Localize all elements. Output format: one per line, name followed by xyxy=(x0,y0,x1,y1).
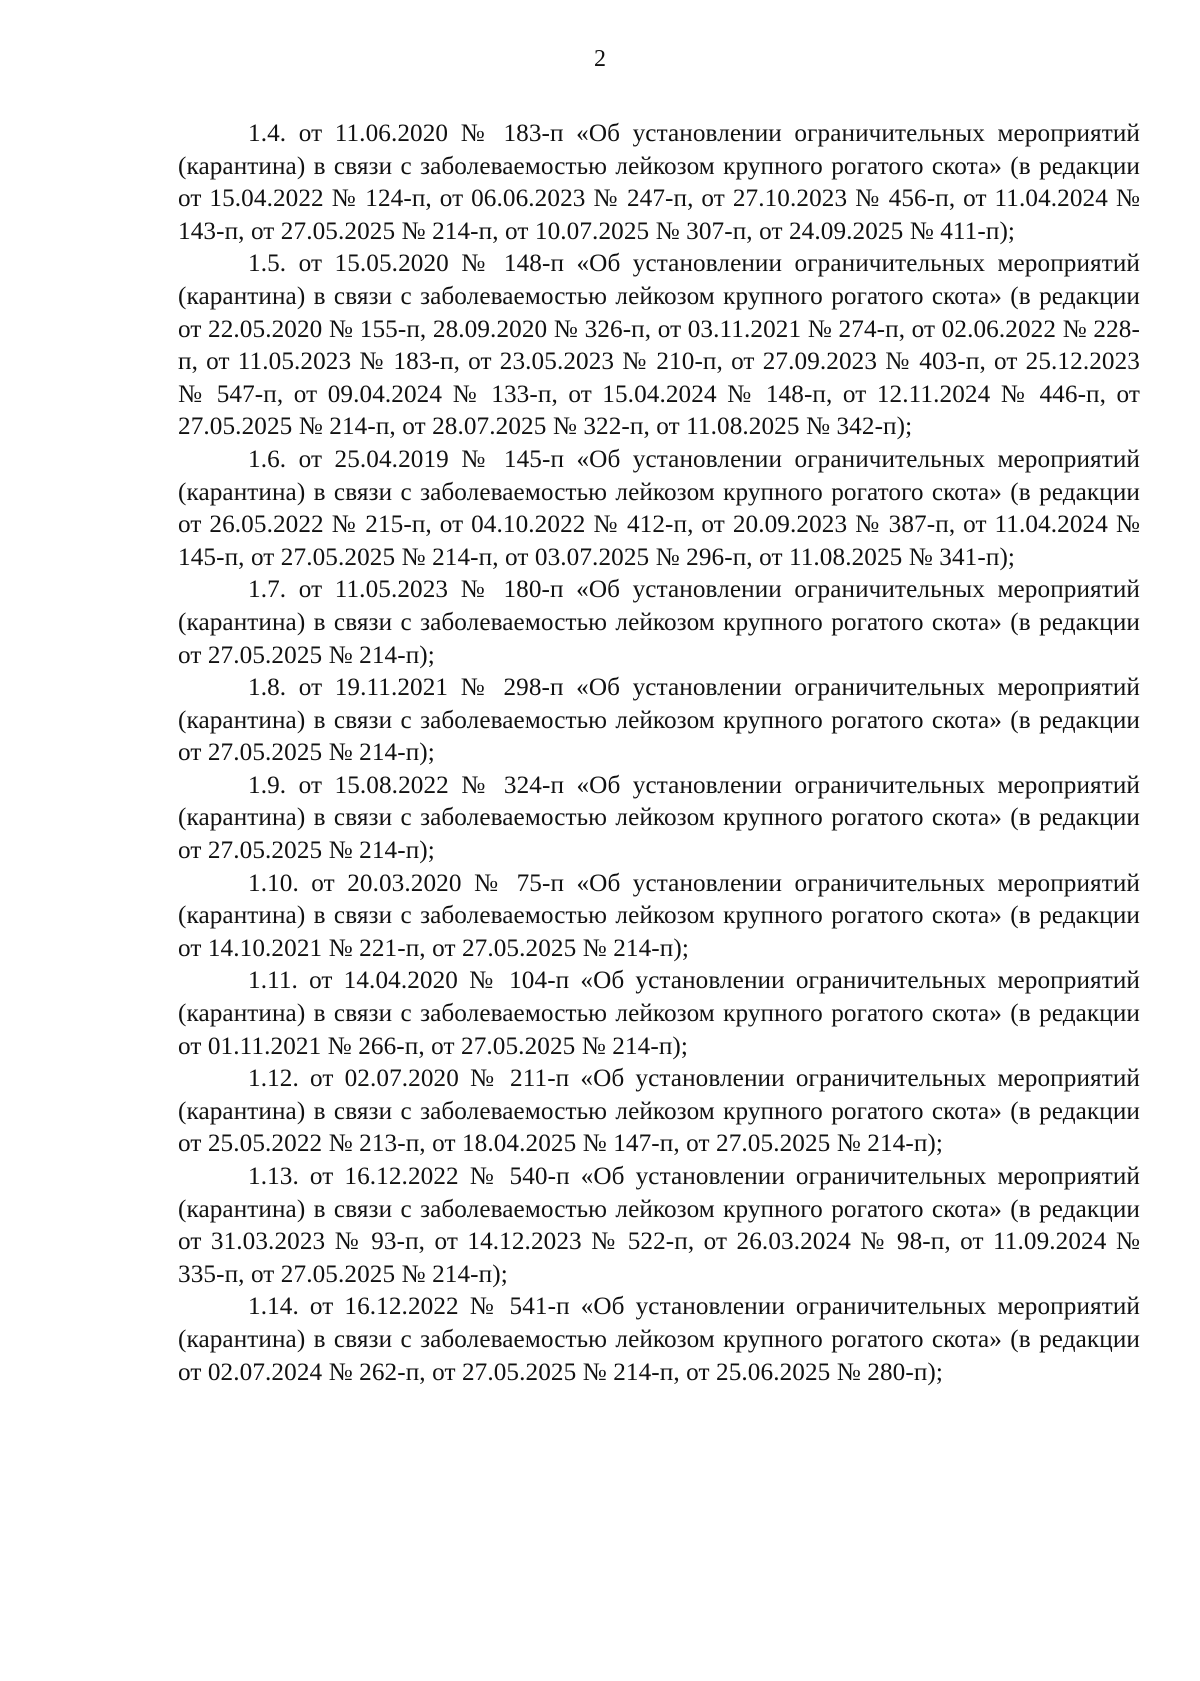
clause-1-12: 1.12. от 02.07.2020 № 211-п «Об установлении ограничительных мероприятий (карантина) в связи с заболеваемостью лейкозом крупного рогатого скота» (в редакции от 25.05.2022 № 213-п, от 18.04.2025 № 147-п, от 27.05.2025 № 214-п); xyxy=(178,1065,1140,1158)
clause-1-6: 1.6. от 25.04.2019 № 145-п «Об установлении ограничительных мероприятий (карантина) в связи с заболеваемостью лейкозом крупного рогатого скота» (в редакции от 26.05.2022 № 215-п, от 04.10.2022 № 412-п, от 20.09.2023 № 387-п, от 11.04.2024 № 145-п, от 27.05.2025 № 214-п, от 03.07.2025 № 296-п, от 11.08.2025 № 341-п); xyxy=(178,445,1140,571)
clause-1-14: 1.14. от 16.12.2022 № 541-п «Об установлении ограничительных мероприятий (карантина) в связи с заболеваемостью лейкозом крупного рогатого скота» (в редакции от 02.07.2024 № 262-п, от 27.05.2025 № 214-п, от 25.06.2025 № 280-п); xyxy=(178,1293,1140,1386)
page-number: 2 xyxy=(594,46,606,72)
clause-1-8: 1.8. от 19.11.2021 № 298-п «Об установлении ограничительных мероприятий (карантина) в связи с заболеваемостью лейкозом крупного рогатого скота» (в редакции от 27.05.2025 № 214-п); xyxy=(178,674,1140,767)
document-body xyxy=(178,118,1140,1389)
clause-1-4: 1.4. от 11.06.2020 № 183-п «Об установлении ограничительных мероприятий (карантина) в связи с заболеваемостью лейкозом крупного рогатого скота» (в редакции от 15.04.2022 № 124-п, от 06.06.2023 № 247-п, от 27.10.2023 № 456-п, от 11.04.2024 № 143-п, от 27.05.2025 № 214-п, от 10.07.2025 № 307-п, от 24.09.2025 № 411-п); xyxy=(178,120,1140,245)
clause-1-9: 1.9. от 15.08.2022 № 324-п «Об установлении ограничительных мероприятий (карантина) в связи с заболеваемостью лейкозом крупного рогатого скота» (в редакции от 27.05.2025 № 214-п); xyxy=(178,771,1140,865)
clause-1-11: 1.11. от 14.04.2020 № 104-п «Об установлении ограничительных мероприятий (карантина) в связи с заболеваемостью лейкозом крупного рогатого скота» (в редакции от 01.11.2021 № 266-п, от 27.05.2025 № 214-п); xyxy=(178,967,1140,1060)
clause-1-10: 1.10. от 20.03.2020 № 75-п «Об установлении ограничительных мероприятий (карантина) в связи с заболеваемостью лейкозом крупного рогатого скота» (в редакции от 14.10.2021 № 221-п, от 27.05.2025 № 214-п); xyxy=(178,869,1140,962)
clause-1-13: 1.13. от 16.12.2022 № 540-п «Об установлении ограничительных мероприятий (карантина) в связи с заболеваемостью лейкозом крупного рогатого скота» (в редакции от 31.03.2023 № 93-п, от 14.12.2023 № 522-п, от 26.03.2024 № 98-п, от 11.09.2024 № 335-п, от 27.05.2025 № 214-п); xyxy=(178,1163,1140,1288)
clause-1-5: 1.5. от 15.05.2020 № 148-п «Об установлении ограничительных мероприятий (карантина) в связи с заболеваемостью лейкозом крупного рогатого скота» (в редакции от 22.05.2020 № 155-п, 28.09.2020 № 326-п, от 03.11.2021 № 274-п, от 02.06.2022 № 228-п, от 11.05.2023 № 183-п, от 23.05.2023 № 210-п, от 27.09.2023 № 403-п, от 25.12.2023 № 547-п, от 09.04.2024 № 133-п, от 15.04.2024 № 148-п, от 12.11.2024 № 446-п, от 27.05.2025 № 214-п, от 28.07.2025 № 322-п, от 11.08.2025 № 342-п); xyxy=(178,250,1140,441)
clause-1-7: 1.7. от 11.05.2023 № 180-п «Об установлении ограничительных мероприятий (карантина) в связи с заболеваемостью лейкозом крупного рогатого скота» (в редакции от 27.05.2025 № 214-п); xyxy=(178,576,1140,669)
